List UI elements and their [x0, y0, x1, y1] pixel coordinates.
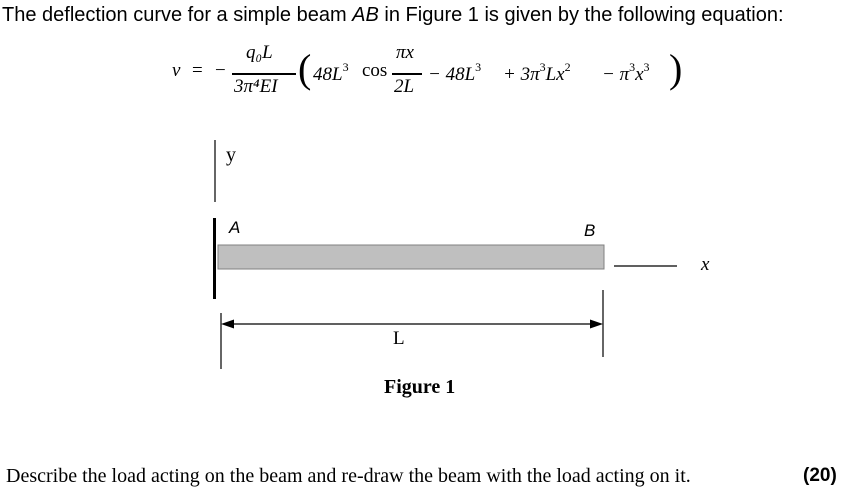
eq-equals: = [192, 60, 203, 81]
eq-close-paren: ) [669, 46, 683, 91]
x-axis-label: x [701, 254, 710, 275]
end-a-label: A [229, 218, 241, 237]
eq-term1: $48L^3$ [313, 60, 349, 85]
dimension-arrow-left [221, 320, 234, 329]
eq-term3: + $3\pi^3Lx^2$ [503, 60, 571, 85]
intro-text-end: in Figure 1 is given by the following equation: [378, 4, 784, 26]
eq-lhs: v [172, 60, 181, 81]
dimension-arrow-right [590, 320, 603, 329]
question-text: Describe the load acting on the beam and re-draw the beam with the load acting on it. [6, 465, 691, 487]
end-b-label: B [584, 221, 596, 240]
eq-open-paren: ( [298, 46, 312, 91]
eq-term4: − $\pi^3x^3$ [602, 60, 650, 85]
intro-text-start: The deflection curve for a simple beam [2, 4, 353, 26]
y-axis-label: y [226, 144, 236, 166]
eq-coef-numerator: q₀L [246, 42, 273, 63]
eq-minus: − [215, 60, 226, 81]
eq-cos-denominator: 2L [394, 76, 415, 97]
eq-coef-denominator: 3π⁴EI [234, 76, 278, 97]
eq-term2: − $48L^3$ [428, 60, 482, 85]
beam-ab [218, 245, 604, 269]
intro-beam-name: AB [352, 4, 379, 26]
eq-cos-numerator: πx [396, 42, 414, 63]
marks-label: (20) [803, 465, 837, 486]
figure-caption: Figure 1 [384, 376, 456, 398]
eq-cos: cos [362, 60, 388, 81]
length-label: L [393, 328, 405, 349]
